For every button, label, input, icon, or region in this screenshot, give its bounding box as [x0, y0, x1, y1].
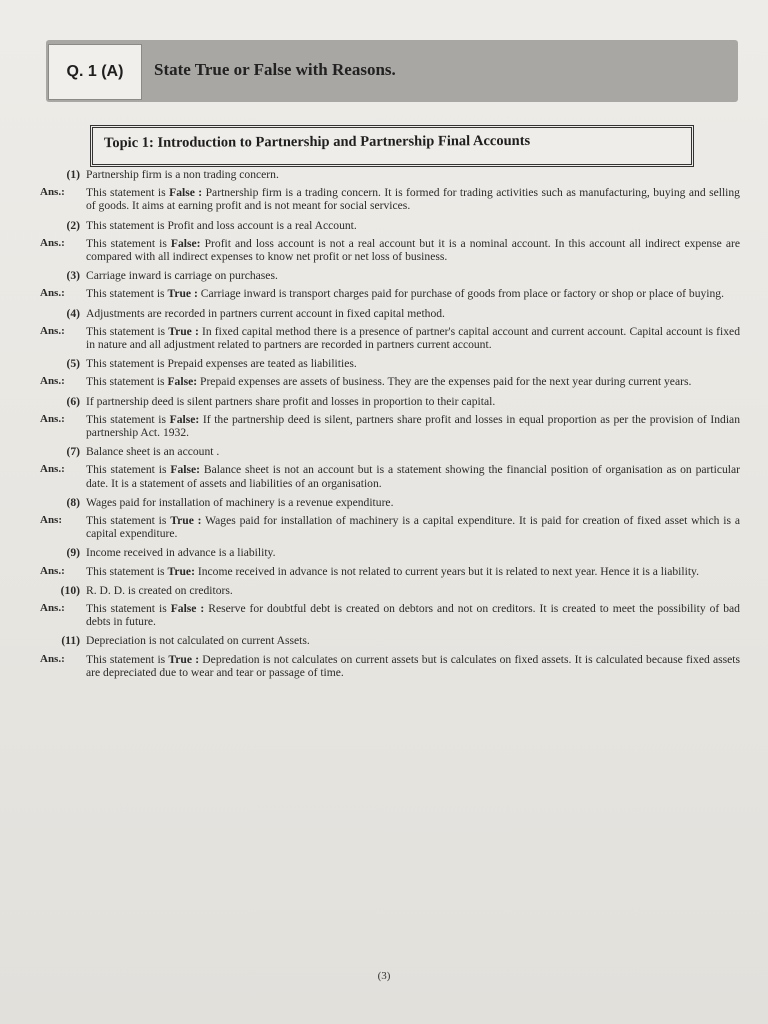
- item-number: (2): [66, 218, 80, 232]
- answer-text: Income received in advance is not related to current years but it is related to next year. Hence it is a liability.: [194, 564, 699, 578]
- answer-label: Ans.:: [40, 564, 65, 577]
- answer-label: Ans.:: [40, 602, 65, 615]
- item-number: (8): [66, 495, 80, 509]
- answer-label: Ans.:: [40, 324, 65, 337]
- qa-item-7: [40, 445, 740, 490]
- item-number: (11): [61, 634, 80, 648]
- answer-keyword: False :: [170, 602, 205, 616]
- item-answer: [86, 237, 740, 263]
- qa-item-2: [40, 219, 740, 264]
- qa-item-8: [40, 496, 740, 541]
- answer-label: Ans.:: [40, 186, 65, 199]
- section-title: State True or False with Reasons.: [154, 60, 396, 79]
- qa-item-3: [40, 269, 740, 300]
- answer-text: Prepaid expenses are assets of business. They are the expenses paid for the next year during current years.: [197, 375, 692, 389]
- answer-prefix: This statement is: [86, 564, 168, 578]
- answer-label: Ans:: [40, 514, 63, 527]
- answer-prefix: This statement is: [86, 412, 170, 426]
- page-number: (3): [377, 970, 391, 982]
- answer-prefix: This statement is: [86, 186, 170, 200]
- answer-label: Ans.:: [40, 375, 65, 388]
- item-answer: [86, 413, 740, 439]
- item-number: (6): [66, 394, 80, 408]
- item-number: (10): [60, 583, 80, 597]
- answer-keyword: False :: [169, 186, 203, 200]
- qa-item-10: [40, 584, 740, 629]
- qa-item-9: [40, 546, 740, 577]
- item-answer: [86, 565, 740, 578]
- answer-prefix: This statement is: [86, 652, 169, 666]
- answer-keyword: True:: [167, 564, 195, 578]
- item-question: Partnership firm is a non trading concern.: [86, 168, 279, 181]
- qa-item-5: [40, 357, 740, 388]
- answer-text: Carriage inward is transport charges paid for purchase of goods from place or factory or shop or place of buying.: [197, 287, 725, 301]
- answer-text: In fixed capital method there is a presence of partner's capital account and current account. Capital account is fixed in nature and all adjustment related to partners are recorded in partners current account.: [86, 324, 741, 352]
- item-question: Income received in advance is a liability.: [86, 546, 276, 560]
- item-question: If partnership deed is silent partners share profit and losses in proportion to their capital.: [86, 394, 496, 408]
- item-answer: [86, 287, 740, 300]
- item-question: Balance sheet is an account .: [86, 445, 220, 459]
- answer-text: Partnership firm is a trading concern. It is formed for trading activities such as manufacturing, buying and selling of goods. It aims at earning profit and is not meant for social services.: [86, 186, 740, 213]
- answer-prefix: This statement is: [86, 602, 171, 616]
- answer-prefix: This statement is: [86, 236, 171, 250]
- qa-item-1: [40, 168, 740, 213]
- answer-prefix: This statement is: [86, 375, 168, 389]
- answer-keyword: True :: [168, 324, 199, 338]
- answer-prefix: This statement is: [86, 514, 171, 528]
- item-answer: [86, 375, 740, 388]
- item-question: R. D. D. is created on creditors.: [86, 583, 233, 597]
- answer-text: Wages paid for installation of machinery is a capital expenditure. It is paid for creation of fixed asset which is a capital expenditure.: [86, 514, 740, 541]
- qa-item-4: [40, 307, 740, 352]
- answer-text: Reserve for doubtful debt is created on debtors and not on creditors. It is created to meet the possibility of bad debts in future.: [86, 602, 740, 629]
- question-label: Q. 1 (A): [48, 44, 142, 100]
- answer-keyword: False:: [170, 236, 201, 250]
- answer-text: Balance sheet is not an account but is a statement showing the financial position of organisation as on particular date. It is a statement of assets and liabilities of an organisation.: [86, 463, 740, 490]
- answer-label: Ans.:: [40, 287, 65, 300]
- answer-label: Ans.:: [40, 236, 65, 249]
- answer-text: Depredation is not calculates on current assets but is calculates on fixed assets. It is calculated because fixed assets are depreciated due to wear and tear or passage of time.: [86, 652, 741, 679]
- answer-keyword: False:: [167, 375, 198, 389]
- answer-prefix: This statement is: [86, 463, 171, 477]
- answer-prefix: This statement is: [86, 287, 168, 301]
- answer-label: Ans.:: [40, 652, 65, 665]
- item-number: (5): [66, 357, 80, 371]
- answer-prefix: This statement is: [86, 324, 169, 338]
- item-question: Wages paid for installation of machinery is a revenue expenditure.: [86, 495, 394, 509]
- item-answer: [86, 514, 740, 540]
- item-number: (3): [66, 269, 80, 283]
- answer-keyword: True :: [167, 287, 198, 301]
- qa-item-11: [40, 634, 740, 679]
- item-answer: [86, 186, 740, 212]
- item-number: (1): [66, 168, 80, 181]
- item-question: This statement is Profit and loss account is a real Account.: [86, 218, 357, 232]
- item-answer: [86, 325, 740, 351]
- item-answer: [86, 463, 740, 489]
- answer-text: Profit and loss account is not a real account but it is a nominal account. In this account all indirect expense are compared with all indirect expenses to know net profit or net loss of business.: [86, 236, 740, 264]
- answer-text: If the partnership deed is silent, partners share profit and losses in equal proportion as per the provision of Indian partnership Act. 1932.: [86, 412, 740, 440]
- item-question: Carriage inward is carriage on purchases.: [86, 269, 278, 283]
- answer-keyword: True :: [170, 514, 202, 528]
- item-number: (7): [66, 445, 80, 459]
- qa-item-6: [40, 395, 740, 440]
- answer-keyword: False:: [170, 463, 200, 477]
- item-answer: [86, 602, 740, 628]
- item-number: (9): [66, 546, 80, 560]
- item-answer: [86, 653, 740, 679]
- topic-title: Topic 1: Introduction to Partnership and Partnership Final Accounts: [103, 132, 531, 152]
- item-question: Adjustments are recorded in partners current account in fixed capital method.: [86, 306, 445, 320]
- item-number: (4): [66, 306, 80, 320]
- qa-list: [40, 168, 740, 685]
- answer-keyword: True :: [168, 652, 200, 666]
- answer-label: Ans.:: [40, 463, 65, 476]
- item-question: This statement is Prepaid expenses are teated as liabilities.: [86, 357, 357, 371]
- answer-keyword: False:: [169, 412, 200, 426]
- item-question: Depreciation is not calculated on current Assets.: [86, 634, 310, 648]
- answer-label: Ans.:: [40, 412, 65, 425]
